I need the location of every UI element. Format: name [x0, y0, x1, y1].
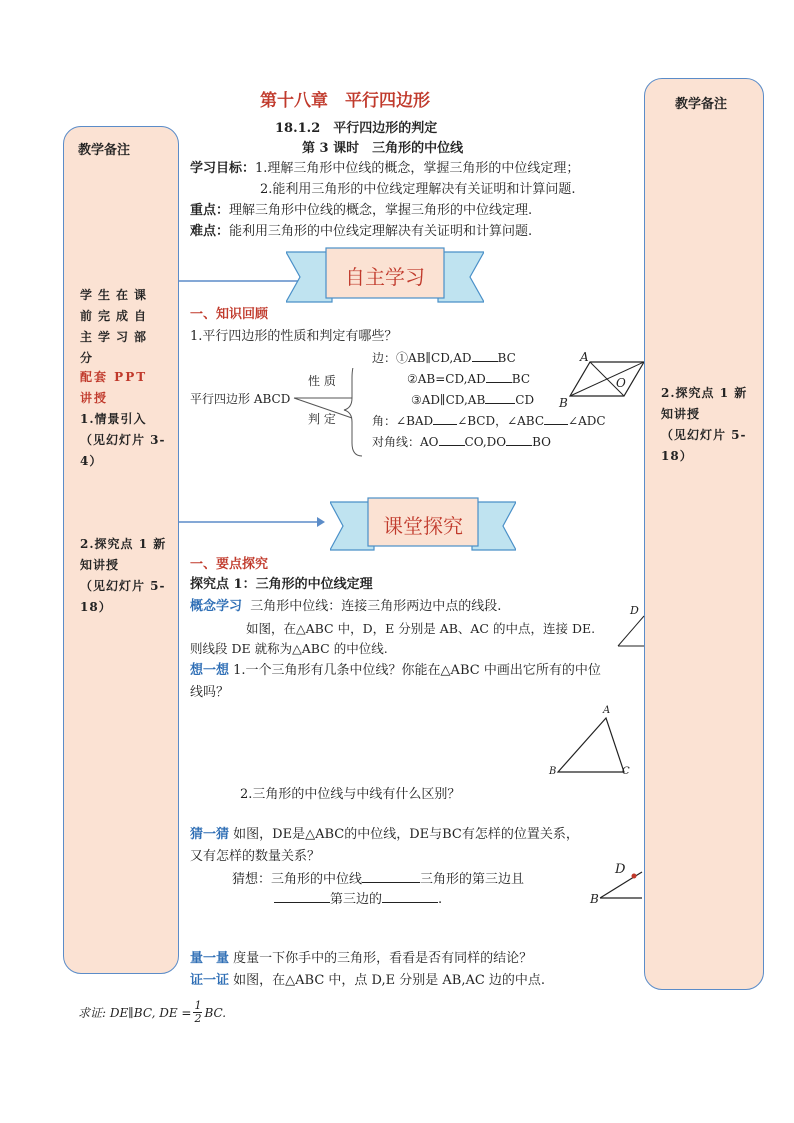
guess-line-2: 又有怎样的数量关系？ [190, 849, 321, 864]
guess-line-3: 猜想：三角形的中位线 三角形的第三边且 [232, 872, 525, 887]
prove-goal-fraction [193, 1000, 202, 1025]
left-notes-panel [63, 126, 179, 974]
label-tri2-c: C [622, 766, 630, 777]
right-panel-title: 教学备注 [675, 97, 728, 112]
difficulty-point: 难点：能利用三角形的中位线定理解决有关证明和计算问题. [190, 224, 533, 239]
right-note-explore: 2.探究点 1 新知讲授 [661, 386, 748, 421]
label-tri2-b: B [549, 766, 557, 777]
think-q1-cont: 线吗？ [190, 685, 230, 700]
review-side-2: ②AB=CD,AD BC [407, 372, 531, 386]
explore-heading: 一、要点探究 [190, 557, 269, 572]
right-notes-panel [644, 78, 764, 990]
review-question-1: 1.平行四边形的性质和判定有哪些？ [190, 329, 398, 344]
review-property: 性 质 [308, 374, 336, 388]
left-panel-title: 教学备注 [78, 143, 131, 158]
prove-line: 证一证 如图，在△ABC 中，点 D,E 分别是 AB,AC 边的中点. [190, 973, 546, 988]
label-tri1-d: D [630, 604, 639, 617]
review-diagonal: 对角线：AO CO,DO BO [372, 435, 552, 449]
label-tri2-a: A [603, 705, 611, 716]
parallelogram-figure [560, 350, 644, 412]
think-q2: 2.三角形的中位线与中线有什么区别？ [240, 787, 461, 802]
label-para-o: O [616, 376, 626, 390]
label-para-b: B [559, 396, 568, 410]
concept-line-2: 如图，在△ABC 中，D，E 分别是 AB、AC 的中点，连接 DE. [246, 621, 596, 636]
fraction-denominator: 2 [194, 1012, 202, 1025]
left-note-ppt: 配套 PPT 讲授 [80, 370, 148, 405]
review-side-3: ③AD∥CD,AB CD [411, 393, 535, 407]
explore-point-title: 探究点 1：三角形的中位线定理 [190, 577, 373, 592]
chapter-title: 第十八章 平行四边形 [260, 91, 430, 111]
left-note-explore: 2.探究点 1 新知讲授 [80, 537, 167, 572]
review-main: 平行四边形 ABCD [190, 392, 291, 406]
think-q1: 想一想 1.一个三角形有几条中位线？你能在△ABC 中画出它所有的中位 [190, 663, 601, 678]
lesson-title: 第 3 课时 三角形的中位线 [302, 141, 464, 156]
concept-line-3: 则线段 DE 就称为△ABC 的中位线. [190, 641, 388, 656]
review-side-1: 边：①AB∥CD,AD BC [372, 351, 516, 365]
prove-goal [78, 1000, 226, 1025]
review-judgement: 判 定 [308, 412, 336, 426]
banner-class-explore [330, 496, 516, 556]
key-point: 重点：理解三角形中位线的概念，掌握三角形的中位线定理. [190, 203, 533, 218]
review-heading: 一、知识回顾 [190, 307, 269, 322]
learning-goal-2: 2.能利用三角形的中位线定理解决有关证明和计算问题. [260, 182, 576, 197]
review-angle: 角：∠BAD ∠BCD，∠ABC ∠ADC [372, 414, 606, 428]
banner-self-study-label: 自主学习 [345, 265, 425, 289]
label-tri3-d: D [615, 862, 626, 877]
banner-class-explore-label: 课堂探究 [383, 514, 463, 538]
concept-line-1: 概念学习 三角形中位线：连接三角形两边中点的线段. [190, 599, 502, 614]
banner-self-study [286, 246, 484, 308]
left-note-preclass: 学生在课前完成自主学习部分 [80, 288, 153, 365]
left-note-intro-ref: （见幻灯片 3-4） [80, 433, 166, 468]
arrow-to-banner2 [177, 515, 327, 529]
label-para-a: A [580, 350, 589, 364]
left-note-explore-ref: （见幻灯片 5-18） [80, 579, 166, 614]
guess-line-1: 猜一猜 如图，DE是△ABC的中位线，DE与BC有怎样的位置关系， [190, 827, 579, 842]
prove-goal-suffix: BC. [204, 1005, 227, 1020]
label-tri3-b: B [590, 892, 599, 906]
measure-line: 量一量 度量一下你手中的三角形，看看是否有同样的结论？ [190, 951, 533, 966]
learning-goal-1: 学习目标：1.理解三角形中位线的概念，掌握三角形的中位线定理； [190, 161, 580, 176]
section-title: 18.1.2 平行四边形的判定 [275, 121, 438, 136]
fraction-numerator: 1 [194, 999, 202, 1012]
prove-goal-prefix: 求证: DE∥BC, DE = [78, 1006, 192, 1020]
left-note-intro: 1.情景引入 [80, 412, 147, 426]
guess-line-4: 第三边的 . [274, 890, 442, 909]
right-note-explore-ref: （见幻灯片 5-18） [661, 428, 747, 463]
